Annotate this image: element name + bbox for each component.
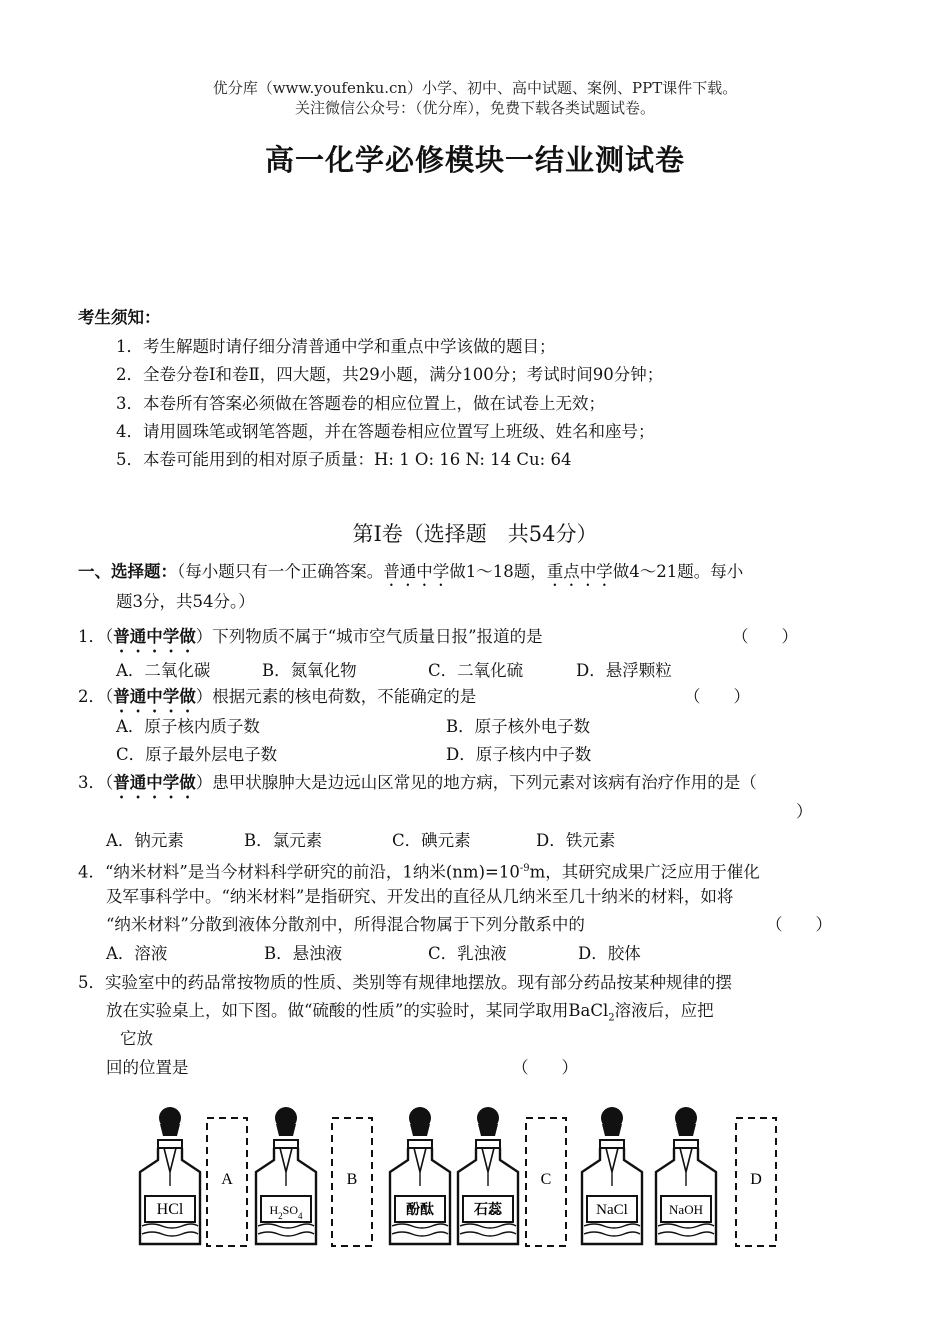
q1-option-c: C．二氧化硫 [428, 661, 524, 680]
q1-number: 1． [78, 627, 105, 646]
q1-tag-text: 普通中学做 [113, 627, 196, 646]
bottle-label-phenolphthalein: 酚酞 [406, 1203, 434, 1218]
reagent-bottles-figure [132, 1100, 792, 1255]
q4-line1-sup: -9 [519, 863, 530, 874]
q3-option-a: A．钠元素 [106, 831, 184, 850]
q1-tag: （普通中学做） [105, 627, 213, 646]
part1-instructions [78, 561, 743, 590]
part1-label: 一、选择题： [78, 562, 177, 581]
q4-option-a: A．溶液 [106, 944, 168, 963]
q4-option-c: C．乳浊液 [428, 944, 507, 963]
header-line-2: 关注微信公众号：（优分库），免费下载各类试题试卷。 [294, 99, 655, 117]
q2-tag-text: 普通中学做 [113, 687, 196, 706]
bottle-label-hcl: HCl [156, 1201, 184, 1218]
q3-option-d: D．铁元素 [536, 831, 616, 850]
q5-answer-bracket: （ ） [512, 1058, 578, 1077]
bottle-naoh [656, 1107, 716, 1244]
part1-mid2: 做4～21题。每小 [612, 562, 744, 581]
slot-label-a: A [221, 1171, 233, 1188]
q5-number: 5． [78, 973, 105, 992]
bottle-hcl [140, 1107, 200, 1244]
part1-key: 重点中学 [546, 562, 613, 581]
q2-option-b: B．原子核外电子数 [446, 717, 591, 736]
part1-instructions-line2: 题3分，共54分。） [116, 592, 255, 611]
q3-tag: （普通中学做） [105, 773, 213, 792]
q2-tag: （普通中学做） [105, 687, 213, 706]
bottle-h2so4 [256, 1107, 316, 1244]
q5-line2-a: 放在实验桌上，如下图。做“硫酸的性质”的实验时，某同学取用BaCl [106, 1001, 609, 1020]
q2-option-d: D．原子核内中子数 [446, 745, 592, 764]
question-2 [78, 686, 476, 716]
bottle-label-naoh: NaOH [669, 1202, 703, 1217]
part1-ordinary: 普通中学 [383, 562, 450, 581]
slot-label-d: D [750, 1171, 762, 1188]
q4-number: 4． [78, 862, 105, 882]
notice-heading: 考生须知： [78, 308, 161, 327]
part1-paren: （每小题只有一个正确答案。 [177, 562, 384, 581]
q2-text: 根据元素的核电荷数，不能确定的是 [212, 687, 477, 706]
q5-line-2 [106, 1000, 714, 1029]
slot-label-c: C [540, 1171, 552, 1188]
section-title: 第Ⅰ卷（选择题 共54分） [352, 522, 598, 546]
q2-answer-bracket: （ ） [684, 687, 750, 706]
bottle-nacl [582, 1107, 642, 1244]
q2-number: 2． [78, 687, 105, 706]
bottle-label-h2so4: $H_2SO_4$ [269, 1203, 303, 1221]
q1-answer-bracket: （ ） [732, 627, 798, 646]
q3-text: 患甲状腺肿大是边远山区常见的地方病，下列元素对该病有治疗作用的是（ [212, 773, 757, 792]
q2-option-a: A．原子核内质子数 [116, 717, 260, 736]
notice-item-4: 4．请用圆珠笔或钢笔答题，并在答题卷相应位置写上班级、姓名和座号； [116, 422, 655, 441]
q4-line-3: “纳米材料”分散到液体分散剂中，所得混合物属于下列分散系中的 [106, 915, 585, 934]
part1-mid1: 做1～18题， [449, 562, 547, 581]
bottle-litmus [458, 1107, 518, 1244]
q3-number: 3． [78, 773, 105, 792]
q5-line-4: 回的位置是 [106, 1058, 189, 1077]
q3-option-c: C．碘元素 [392, 831, 471, 850]
q3-option-b: B．氯元素 [244, 831, 323, 850]
q5-line2-b: 溶液后，应把 [614, 1001, 714, 1020]
question-4 [78, 858, 760, 884]
q4-line1-b: m，其研究成果广泛应用于催化 [529, 862, 760, 882]
slot-label-b: B [346, 1171, 358, 1188]
q4-option-b: B．悬浊液 [264, 944, 343, 963]
q5-line1: 实验室中的药品常按物质的性质、类别等有规律地摆放。现有部分药品按某种规律的摆 [105, 973, 732, 992]
q4-line-2: 及军事科学中。“纳米材料”是指研究、开发出的直径从几纳米至几十纳米的材料，如将 [106, 887, 734, 906]
page-title: 高一化学必修模块一结业测试卷 [264, 143, 685, 177]
q1-option-a: A．二氧化碳 [116, 661, 211, 680]
q1-option-d: D．悬浮颗粒 [576, 661, 672, 680]
bottle-phenolphthalein [390, 1107, 450, 1244]
q1-text: 下列物质不属于“城市空气质量日报”报道的是 [212, 627, 543, 646]
bottle-label-litmus: 石蕊 [474, 1203, 502, 1218]
q1-option-b: B．氮氧化物 [262, 661, 357, 680]
q4-line1-a: “纳米材料”是当今材料科学研究的前沿，1纳米(nm)=10 [105, 862, 520, 882]
question-3 [78, 772, 757, 802]
notice-item-3: 3．本卷所有答案必须做在答题卷的相应位置上，做在试卷上无效； [116, 394, 605, 413]
notice-item-1: 1．考生解题时请仔细分清普通中学和重点中学该做的题目； [116, 337, 556, 356]
q3-close-paren: ） [796, 802, 813, 821]
q5-line-3: 它放 [120, 1029, 153, 1048]
q4-option-d: D．胶体 [578, 944, 641, 963]
q3-tag-text: 普通中学做 [113, 773, 196, 792]
question-1 [78, 626, 543, 656]
bottle-label-nacl: NaCl [596, 1202, 628, 1218]
q2-option-c: C．原子最外层电子数 [116, 745, 278, 764]
q4-answer-bracket: （ ） [766, 915, 832, 934]
header-line-1: 优分库（www.youfenku.cn）小学、初中、高中试题、案例、PPT课件下载。 [212, 79, 738, 97]
notice-item-5: 5．本卷可能用到的相对原子质量：H: 1 O: 16 N: 14 Cu: 64 [116, 450, 572, 469]
notice-item-2: 2．全卷分卷Ⅰ和卷Ⅱ，四大题，共29小题，满分100分；考试时间90分钟； [116, 365, 664, 384]
q5-line2-sub: 2 [608, 1012, 615, 1024]
question-5 [78, 972, 732, 994]
